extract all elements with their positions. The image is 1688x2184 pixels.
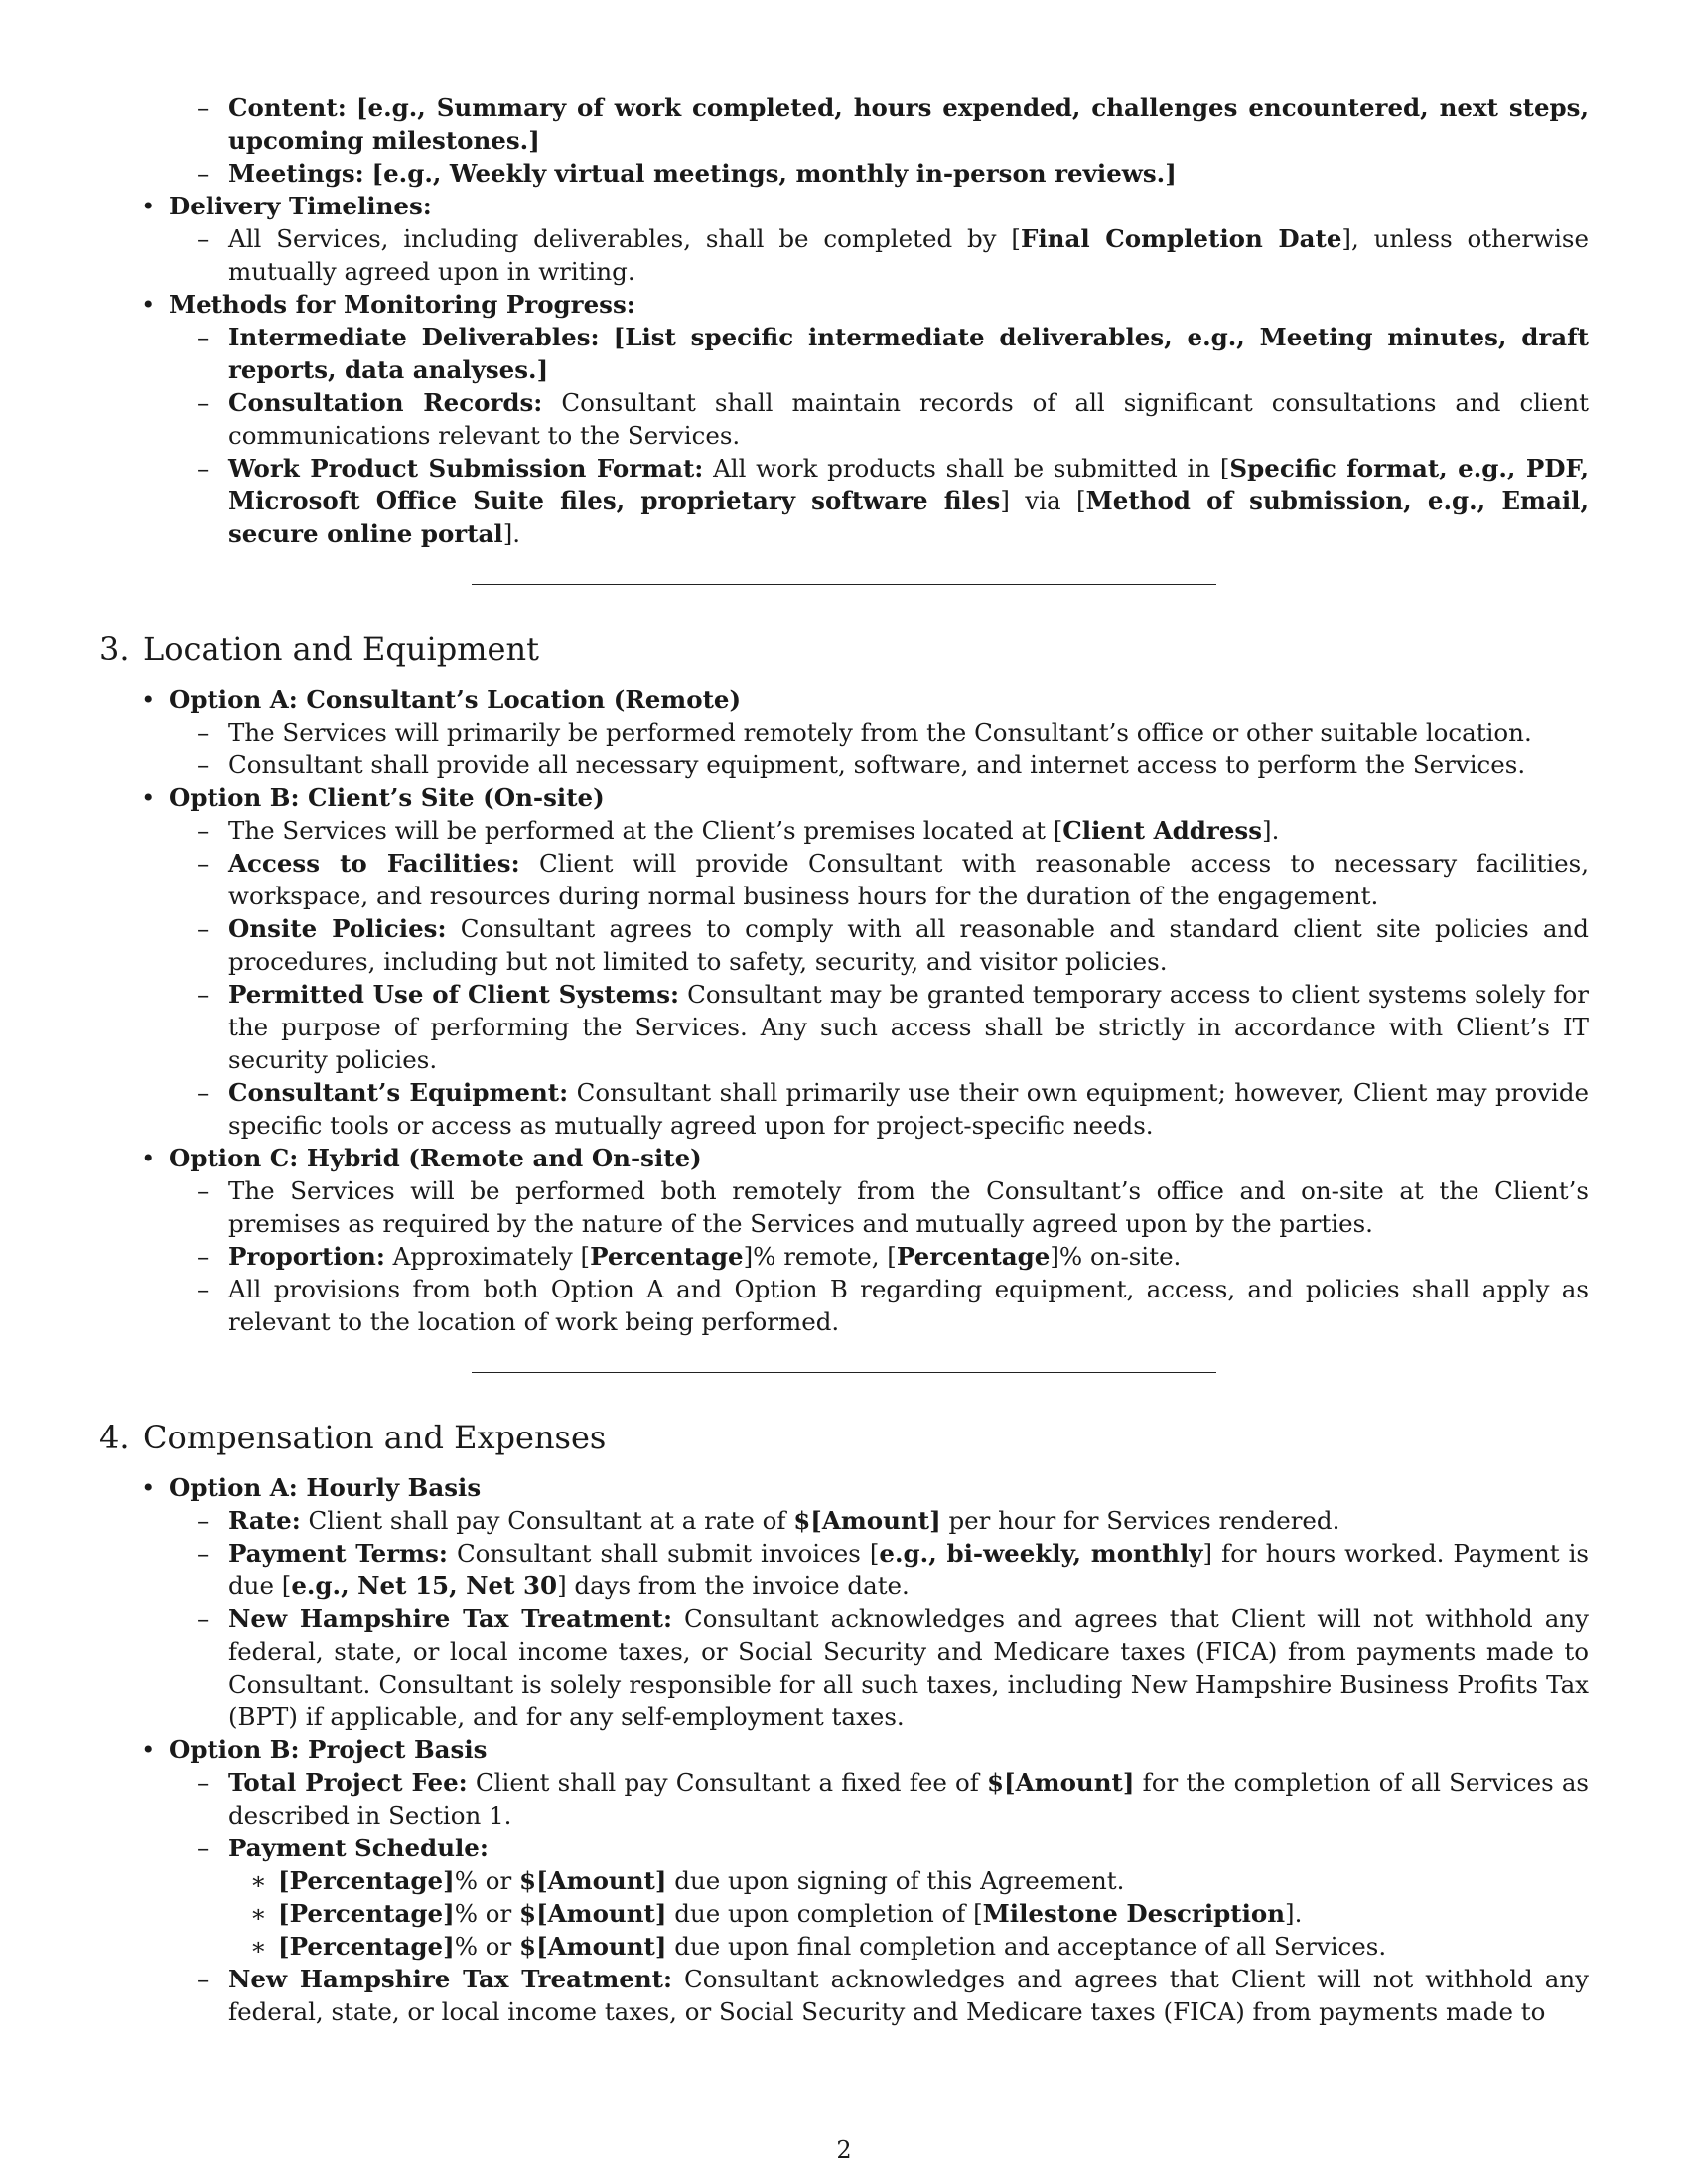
list-item: – Proportion: Approximately [Percentage]% remote, [Percentage]% on-site. [197, 1242, 1182, 1271]
list-item: – Permitted Use of Client Systems: Consultant may be granted temporary access to client systems solely for the purpose of performing the Services. Any such access shall be strictly in accordance with Client’s IT security policies. [197, 980, 1590, 1074]
list-item: • Option B: Client’s Site (On-site) [141, 783, 605, 812]
list-item: – Rate: Client shall pay Consultant at a rate of $[Amount] per hour for Services rendered. [197, 1506, 1340, 1535]
section-divider [472, 1372, 1216, 1373]
list-item: • Methods for Monitoring Progress: [141, 290, 635, 319]
list-item: – The Services will be performed at the Client’s premises located at [Client Address]. [197, 816, 1280, 845]
list-item: ∗ [Percentage]% or $[Amount] due upon final completion and acceptance of all Services. [250, 1932, 1387, 1961]
list-item: – Intermediate Deliverables: [List specific intermediate deliverables, e.g., Meeting minutes, draft reports, data analyses.] [197, 323, 1589, 384]
list-item: • Delivery Timelines: [141, 192, 432, 220]
document-page [99, 91, 1589, 2028]
list-item: • Option C: Hybrid (Remote and On-site) [141, 1144, 702, 1172]
list-item: – Access to Facilities: Client will provide Consultant with reasonable access to necessary facilities, workspace, and resources during normal business hours for the duration of the engagement. [197, 849, 1589, 910]
list-item: ∗ [Percentage]% or $[Amount] due upon signing of this Agreement. [250, 1866, 1125, 1895]
list-item: – All provisions from both Option A and Option B regarding equipment, access, and policies shall apply as relevant to the location of work being performed. [197, 1275, 1589, 1336]
section-divider [472, 584, 1216, 585]
list-item: ∗ [Percentage]% or $[Amount] due upon completion of [Milestone Description]. [250, 1899, 1303, 1928]
list-item: – New Hampshire Tax Treatment: Consultant acknowledges and agrees that Client will not withhold any federal, state, or local income taxes, or Social Security and Medicare taxes (FICA) from payments made to [197, 1965, 1589, 2026]
list-item: – New Hampshire Tax Treatment: Consultant acknowledges and agrees that Client will not withhold any federal, state, or local income taxes, or Social Security and Medicare taxes (FICA) from payments made to Consultant. Consultant is solely responsible for all such taxes, including New Hampshire Business Profits Tax (BPT) if applicable, and for any self-employment taxes. [197, 1604, 1589, 1731]
list-item: – The Services will be performed both remotely from the Consultant’s office and on-site at the Client’s premises as required by the nature of the Services and mutually agreed upon by the parties. [197, 1176, 1589, 1238]
list-item: – Meetings: [e.g., Weekly virtual meetings, monthly in-person reviews.] [197, 159, 1177, 188]
list-item: – The Services will primarily be performed remotely from the Consultant’s office or other suitable location. [197, 718, 1532, 747]
list-item: • Option A: Hourly Basis [141, 1473, 482, 1502]
list-item: – Consultant shall provide all necessary equipment, software, and internet access to perform the Services. [197, 751, 1526, 779]
list-item: – Payment Schedule: [197, 1834, 489, 1862]
list-item: – Consultation Records: Consultant shall maintain records of all significant consultations and client communications relevant to the Services. [197, 388, 1589, 450]
list-item: – Content: [e.g., Summary of work completed, hours expended, challenges encountered, next steps, upcoming milestones.] [197, 93, 1589, 155]
section-heading: 3. Location and Equipment [99, 630, 539, 668]
list-item: – Work Product Submission Format: All work products shall be submitted in [Specific format, e.g., PDF, Microsoft Office Suite files, proprietary software files] via [Method of submission, e.g., Email, secure online portal]. [197, 454, 1590, 548]
list-item: – Consultant’s Equipment: Consultant shall primarily use their own equipment; however, Client may provide specific tools or access as mutually agreed upon for project-specific needs. [197, 1078, 1589, 1140]
list-item: – All Services, including deliverables, shall be completed by [Final Completion Date], unless otherwise mutually agreed upon in writing. [197, 224, 1589, 286]
section-heading: 4. Compensation and Expenses [99, 1419, 607, 1456]
list-item: • Option B: Project Basis [141, 1735, 488, 1764]
list-item: • Option A: Consultant’s Location (Remote) [141, 685, 742, 714]
list-item: – Total Project Fee: Client shall pay Consultant a fixed fee of $[Amount] for the completion of all Services as described in Section 1. [197, 1768, 1590, 1830]
list-item: – Payment Terms: Consultant shall submit invoices [e.g., bi-weekly, monthly] for hours worked. Payment is due [e.g., Net 15, Net 30] days from the invoice date. [197, 1539, 1590, 1600]
content-label: Content: [228, 93, 347, 122]
page-number: 2 [836, 2136, 852, 2164]
list-item: – Onsite Policies: Consultant agrees to comply with all reasonable and standard client site policies and procedures, including but not limited to safety, security, and visitor policies. [197, 914, 1589, 976]
